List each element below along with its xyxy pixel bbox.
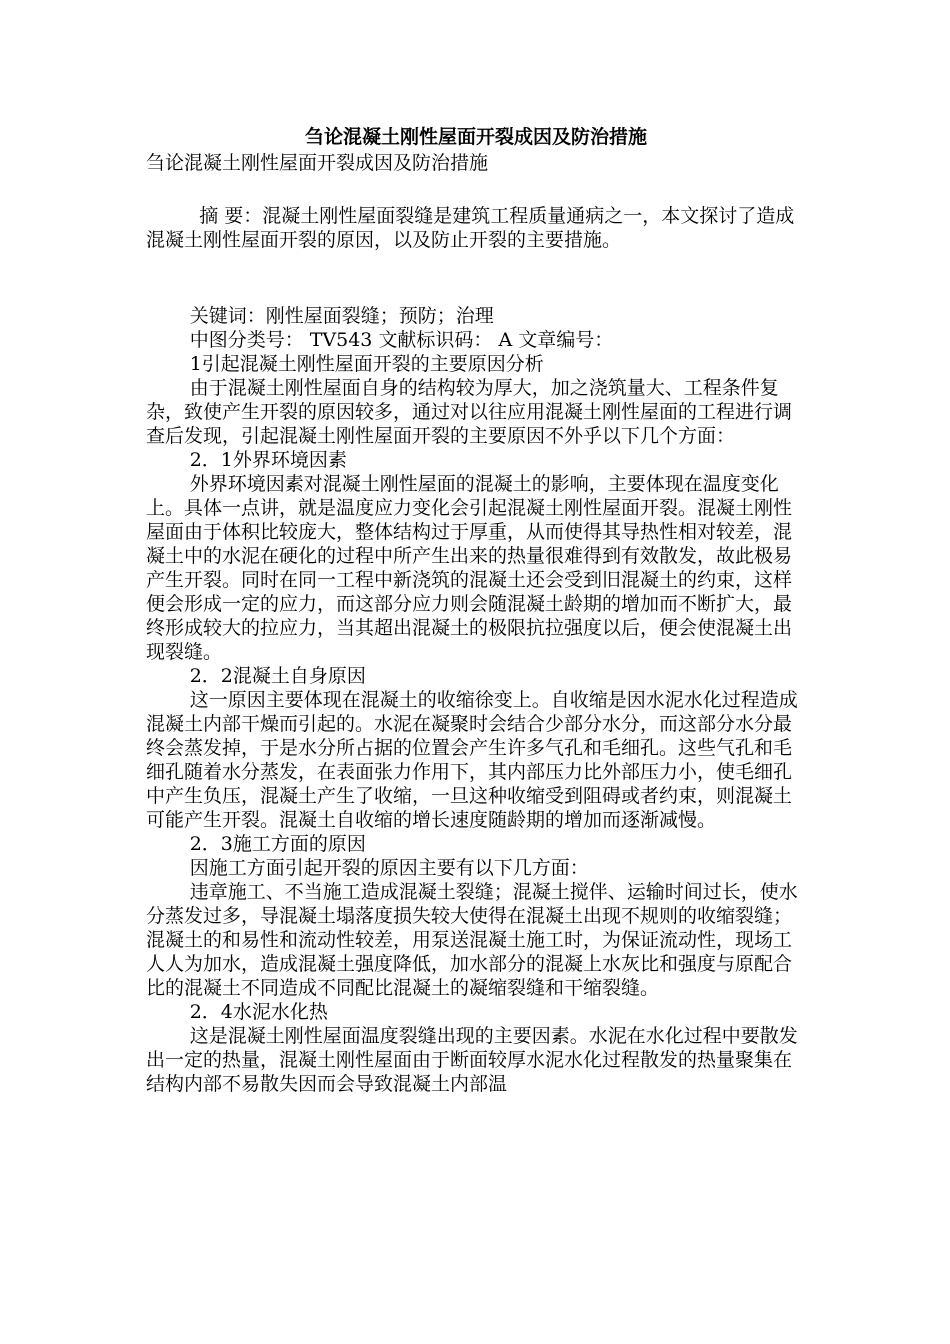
section-1-heading: 1引起混凝土刚性屋面开裂的主要原因分析 xyxy=(189,353,544,375)
section-2-4-paragraph: 这是混凝土刚性屋面温度裂缝出现的主要因素。水泥在水化过程中要散发出一定的热量，混凝土刚性屋面由于断面较厚水泥水化过程散发的热量聚集在结构内部不易散失因而会导致混凝土内部温 xyxy=(146,1025,798,1095)
classification-line: 中图分类号： TV543 文献标识码： A 文章编号： xyxy=(189,329,614,351)
section-2-2-paragraph: 这一原因主要体现在混凝土的收缩徐变上。自收缩是因水泥水化过程造成混凝土内部干燥而引起的。水泥在凝聚时会结合少部分水分，而这部分水分最终会蒸发掉，于是水分所占据的位置会产生许多气孔和毛细孔。这些气孔和毛细孔随着水分蒸发，在表面张力作用下，其内部压力比外部压力小，使毛细孔中产生负压，混凝土产生了收缩，一旦这种收缩受到阻碍或者约束，则混凝土可能产生开裂。混凝土自收缩的增长速度随龄期的增加而逐渐减慢。 xyxy=(146,689,798,831)
section-1-paragraph: 由于混凝土刚性屋面自身的结构较为厚大，加之浇筑量大、工程条件复杂，致使产生开裂的原因较多，通过对以往应用混凝土刚性屋面的工程进行调查后发现，引起混凝土刚性屋面开裂的主要原因不外乎以下几个方面： xyxy=(146,377,793,447)
keywords-line: 关键词：刚性屋面裂缝；预防；治理 xyxy=(189,305,494,327)
section-2-3-paragraph-2: 违章施工、不当施工造成混凝土裂缝；混凝土搅伴、运输时间过长，使水分蒸发过多，导混凝土塌落度损失较大使得在混凝土出现不规则的收缩裂缝；混凝土的和易性和流动性较差，用泵送混凝土施工时，为保证流动性，现场工人人为加水，造成混凝土强度降低，加水部分的混凝上水灰比和强度与原配合比的混凝土不同造成不同配比混凝土的凝缩裂缝和干缩裂缝。 xyxy=(146,881,798,999)
section-2-4-heading: 2．4水泥水化热 xyxy=(189,1001,328,1023)
body-text xyxy=(146,304,806,1096)
section-2-3-heading: 2．3施工方面的原因 xyxy=(189,833,366,855)
section-2-1-paragraph: 外界环境因素对混凝土刚性屋面的混凝土的影响，主要体现在温度变化上。具体一点讲，就是温度应力变化会引起混凝土刚性屋面开裂。混凝土刚性屋面由于体积比较庞大，整体结构过于厚重，从而使得其导热性相对较差，混凝土中的水泥在硬化的过程中所产生出来的热量很难得到有效散发，故此极易产生开裂。同时在同一工程中新浇筑的混凝土还会受到旧混凝土的约束，这样便会形成一定的应力，而这部分应力则会随混凝土龄期的增加而不断扩大，最终形成较大的拉应力，当其超出混凝土的极限抗拉强度以后，便会使混凝土出现裂缝。 xyxy=(146,473,793,663)
abstract-paragraph: 摘 要：混凝土刚性屋面裂缝是建筑工程质量通病之一，本文探讨了造成混凝土刚性屋面开裂的原因，以及防止开裂的主要措施。 xyxy=(146,205,795,251)
document-title: 刍论混凝土刚性屋面开裂成因及防治措施 xyxy=(304,126,647,148)
document-subtitle: 刍论混凝土刚性屋面开裂成因及防治措施 xyxy=(146,152,489,174)
section-2-1-heading: 2．1外界环境因素 xyxy=(189,449,347,471)
section-2-2-heading: 2．2混凝土自身原因 xyxy=(189,665,366,687)
section-2-3-paragraph-1: 因施工方面引起开裂的原因主要有以下几方面： xyxy=(189,857,589,879)
document-page xyxy=(146,124,806,1096)
